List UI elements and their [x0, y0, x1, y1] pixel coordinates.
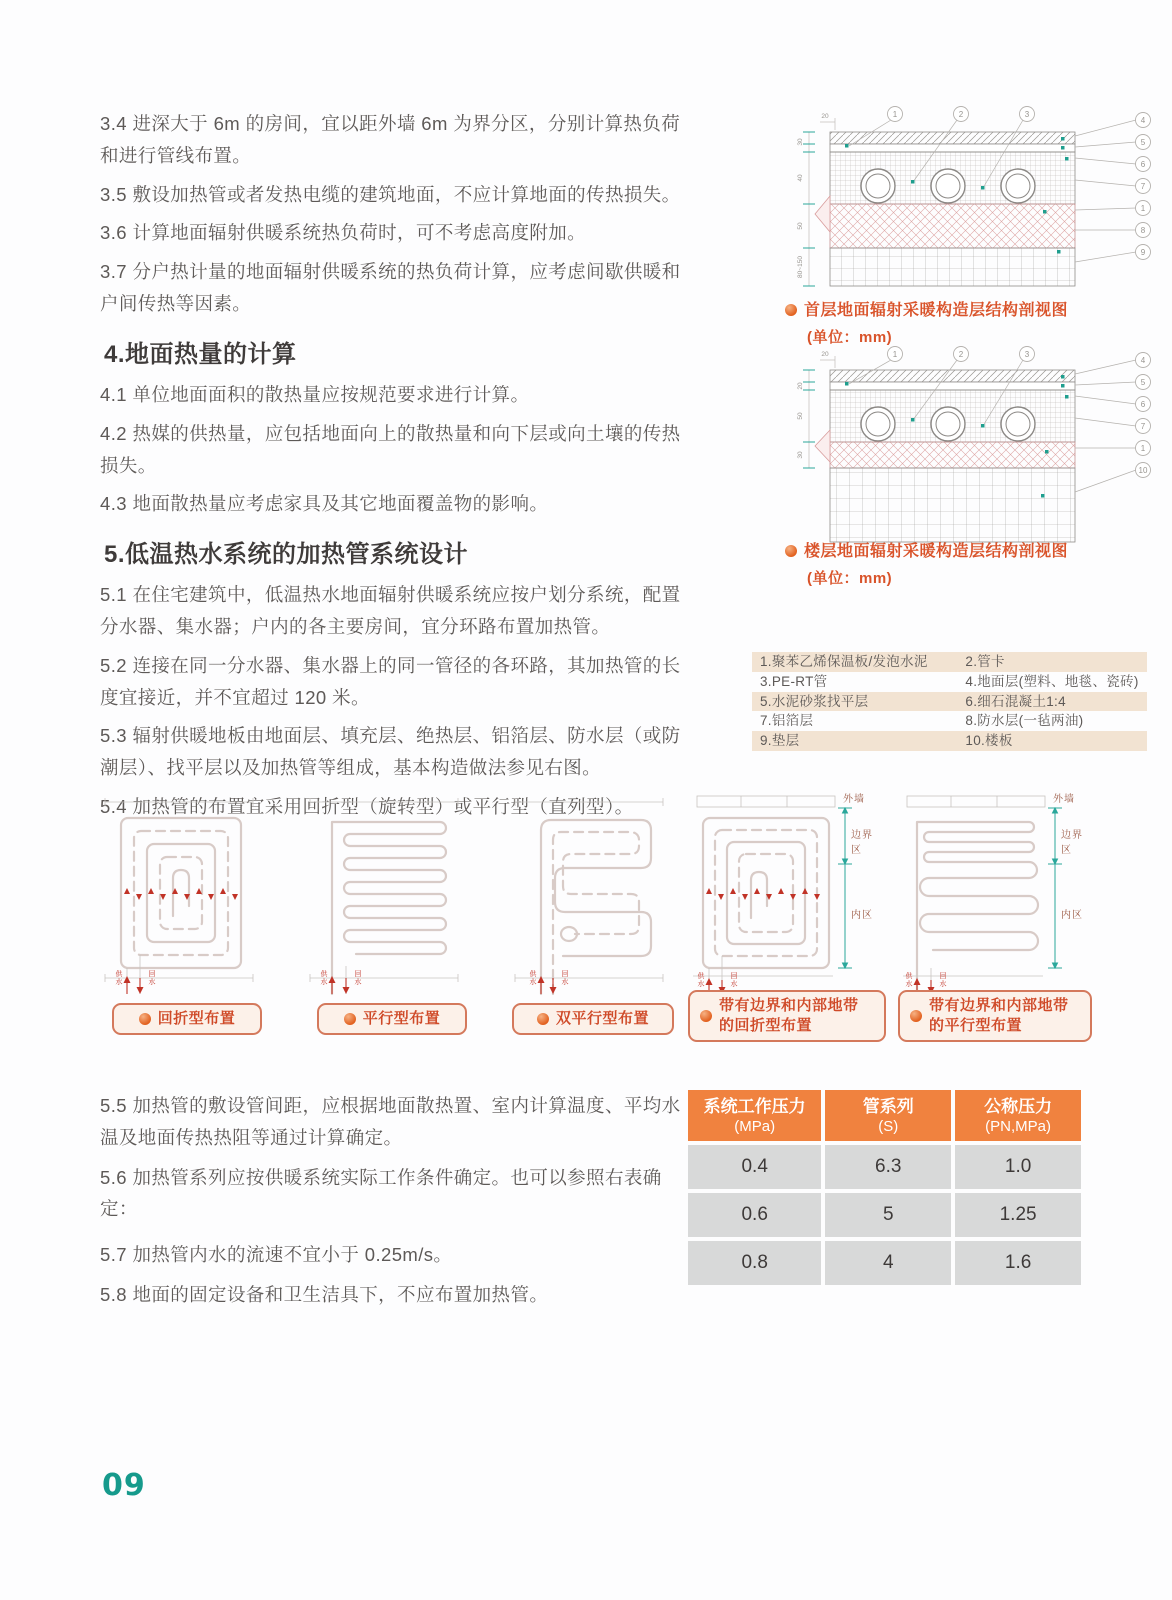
return-label: 回水	[148, 970, 155, 986]
supply-label: 供水	[320, 970, 327, 986]
fig2-callout-right-2: 5	[1140, 378, 1146, 387]
caption-spiral	[112, 1003, 262, 1035]
fig2-container	[745, 342, 1160, 552]
para-3-4: 3.4 进深大于 6m 的房间，宜以距外墙 6m 为界分区，分别计算热负荷和进行管线布置。	[100, 113, 681, 166]
fig2-callout-right-1: 4	[1140, 356, 1146, 365]
para-5-2: 5.2 连接在同一分水器、集水器上的同一管径的各环路，其加热管的长度宜接近，并不宜超过 120 米。	[100, 654, 681, 708]
supply-label: 供水	[115, 970, 122, 986]
fig1-callout-top-2: 2	[958, 110, 964, 119]
fig2-caption-text: 楼层地面辐射采暖构造层结构剖视图	[804, 543, 1069, 560]
fig1-dim-3: 50	[797, 222, 804, 230]
header-line2: (PN,MPa)	[985, 1118, 1051, 1136]
zoned-parallel-diagram	[893, 788, 1089, 1000]
caption-zoned-parallel	[898, 990, 1092, 1042]
bullet-icon	[700, 1010, 712, 1022]
para-4-1: 4.1 单位地面面积的散热量应按规范要求进行计算。	[100, 383, 530, 405]
para-5-7: 5.7 加热管内水的流速不宜小于 0.25m/s。	[100, 1244, 453, 1266]
legend-cell: 1.聚苯乙烯保温板/发泡水泥	[752, 652, 957, 672]
legend-cell: 10.楼板	[957, 731, 1147, 751]
legend-cell: 7.铝箔层	[760, 713, 814, 729]
zoned-spiral-diagram	[683, 788, 879, 1000]
double-parallel-diagram	[505, 788, 673, 1000]
pipe-layout-zoned-parallel	[893, 788, 1089, 1000]
inner-zone-label: 内区	[1061, 910, 1083, 921]
caption-text: 回折型布置	[157, 1009, 236, 1027]
table-cell: 0.6	[688, 1193, 821, 1237]
para-5-6: 5.6 加热管系列应按供暖系统实际工作条件确定。也可以参照右表确定：	[100, 1166, 662, 1220]
table-cell: 1.25	[955, 1193, 1081, 1237]
bullet-icon	[785, 304, 797, 316]
table-cell: 4	[825, 1241, 951, 1285]
caption-line2: 的回折型布置	[719, 1017, 813, 1034]
supply-label: 供水	[905, 972, 912, 988]
legend-cell: 3.PE-RT管	[760, 673, 828, 689]
section-heading-4: 4.地面热量的计算	[104, 340, 297, 368]
bullet-icon	[910, 1010, 922, 1022]
fig1-container	[745, 100, 1160, 297]
fig1-callout-right-7: 9	[1140, 248, 1146, 257]
pressure-table	[688, 1090, 1081, 1285]
para-4-2: 4.2 热媒的供热量，应包括地面向上的散热量和向下层或向土壤的传热损失。	[100, 422, 681, 476]
bullet-icon	[344, 1013, 356, 1025]
fig2-callout-top-1: 1	[892, 350, 898, 359]
caption-zoned-spiral	[688, 990, 886, 1042]
fig2-cross-section-diagram	[745, 342, 1160, 547]
legend-cell: 4.地面层(塑料、地毯、瓷砖)	[965, 673, 1139, 689]
return-label: 回水	[354, 970, 361, 986]
para-5-8: 5.8 地面的固定设备和卫生洁具下，不应布置加热管。	[100, 1284, 549, 1306]
fig2-dim-1: 20	[797, 382, 804, 390]
fig2-callout-top-3: 3	[1024, 350, 1030, 359]
supply-label: 供水	[697, 972, 704, 988]
bullet-icon	[537, 1013, 549, 1025]
fig1-callout-right-3: 6	[1140, 160, 1146, 169]
legend-cell: 8.防水层(一毡两油)	[965, 713, 1084, 729]
inner-zone-label: 内区	[851, 910, 873, 921]
legend-cell: 5.水泥砂浆找平层	[752, 692, 957, 712]
fig1-callout-right-6: 8	[1140, 226, 1146, 235]
header-line1: 管系列	[862, 1097, 914, 1116]
para-3-6: 3.6 计算地面辐射供暖系统热负荷时，可不考虑高度附加。	[100, 222, 587, 244]
pressure-table-header	[825, 1090, 951, 1141]
boundary-zone-label: 边界区	[851, 830, 873, 856]
spiral-diagram	[95, 788, 263, 1000]
table-cell: 1.6	[955, 1241, 1081, 1285]
table-cell: 0.8	[688, 1241, 821, 1285]
fig1-caption-text: 首层地面辐射采暖构造层结构剖视图	[804, 302, 1069, 319]
return-label: 回水	[561, 970, 568, 986]
fig2-caption	[785, 538, 1068, 588]
header-line2: (S)	[878, 1118, 899, 1136]
caption-line2: 的平行型布置	[929, 1017, 1023, 1034]
page-number: 09	[102, 1468, 146, 1503]
section-heading-5: 5.低温热水系统的加热管系统设计	[104, 541, 469, 569]
fig1-caption	[785, 297, 1068, 347]
legend-cell: 9.垫层	[752, 731, 957, 751]
parallel-diagram	[300, 788, 468, 1000]
legend-cell: 2.管卡	[957, 652, 1147, 672]
pressure-table-header	[688, 1090, 821, 1141]
return-label: 回水	[730, 972, 737, 988]
para-5-3: 5.3 辐射供暖地板由地面层、填充层、绝热层、铝箔层、防水层（或防潮层）、找平层以及加热管等组成，基本构造做法参见右图。	[100, 725, 681, 779]
fig1-callout-right-4: 7	[1140, 182, 1146, 191]
para-5-1: 5.1 在住宅建筑中，低温热水地面辐射供暖系统应按户划分系统，配置分水器、集水器；户内的各主要房间，宜分环路布置加热管。	[100, 584, 681, 637]
para-5-5: 5.5 加热管的敷设管间距，应根据地面散热置、室内计算温度、平均水温及地面传热热阻等通过计算确定。	[100, 1095, 681, 1148]
caption-parallel	[317, 1003, 467, 1035]
caption-double-parallel	[512, 1003, 674, 1035]
outer-wall-label: 外墙	[1053, 794, 1075, 805]
pipe-layout-double-parallel	[505, 788, 673, 1000]
fig2-callout-top-2: 2	[958, 350, 964, 359]
header-line2: (MPa)	[734, 1118, 776, 1136]
body-text-column	[100, 108, 685, 830]
bullet-icon	[785, 545, 797, 557]
table-cell: 1.0	[955, 1145, 1081, 1189]
fig1-callout-top-3: 3	[1024, 110, 1030, 119]
fig2-callout-right-4: 7	[1140, 422, 1146, 431]
fig1-dim-top: 20	[821, 113, 829, 120]
pipe-layout-spiral	[95, 788, 263, 1000]
fig1-callout-top-1: 1	[892, 110, 898, 119]
table-cell: 6.3	[825, 1145, 951, 1189]
boundary-zone-label: 边界区	[1061, 830, 1083, 856]
fig2-dim-2: 50	[797, 412, 804, 420]
para-3-7: 3.7 分户热计量的地面辐射供暖系统的热负荷计算，应考虑间歇供暖和户间传热等因素。	[100, 261, 681, 315]
caption-text: 平行型布置	[362, 1009, 441, 1027]
header-line1: 公称压力	[984, 1097, 1053, 1116]
return-label: 回水	[939, 972, 946, 988]
para-3-5: 3.5 敷设加热管或者发热电缆的建筑地面，不应计算地面的传热损失。	[100, 183, 681, 205]
fig1-callout-right-2: 5	[1140, 138, 1146, 147]
caption-text: 双平行型布置	[555, 1009, 649, 1027]
caption-line1: 带有边界和内部地带	[929, 996, 1069, 1014]
outer-wall-label: 外墙	[843, 794, 865, 805]
layer-legend-table	[752, 652, 1147, 751]
fig2-dim-3: 30	[797, 451, 804, 459]
supply-label: 供水	[529, 970, 536, 986]
fig2-callout-right-5: 1	[1140, 444, 1146, 453]
fig2-callout-right-6: 10	[1138, 466, 1148, 475]
fig1-dim-4: 80~150	[797, 256, 804, 278]
bullet-icon	[139, 1013, 151, 1025]
fig2-dim-top: 20	[821, 351, 829, 358]
pressure-table-header	[955, 1090, 1081, 1141]
fig1-dim-1: 30	[797, 138, 804, 146]
table-cell: 5	[825, 1193, 951, 1237]
pipe-layout-parallel	[300, 788, 468, 1000]
fig1-callout-right-1: 4	[1140, 116, 1146, 125]
fig1-callout-right-5: 1	[1140, 204, 1146, 213]
pipe-layout-zoned-spiral	[683, 788, 879, 1000]
para-5-4: 5.4 加热管的布置宜采用回折型（旋转型）或平行型（直列型）。	[100, 796, 634, 817]
body-text-column-bottom	[100, 1090, 690, 1319]
fig1-unit: (单位：mm)	[807, 329, 893, 346]
table-cell: 0.4	[688, 1145, 821, 1189]
fig2-callout-right-3: 6	[1140, 400, 1146, 409]
para-4-3: 4.3 地面散热量应考虑家具及其它地面覆盖物的影响。	[100, 493, 549, 515]
header-line1: 系统工作压力	[703, 1097, 806, 1116]
fig1-dim-2: 40	[797, 174, 804, 182]
caption-line1: 带有边界和内部地带	[719, 996, 859, 1014]
legend-cell: 6.细石混凝土1:4	[957, 692, 1147, 712]
fig2-unit: (单位：mm)	[807, 570, 893, 587]
fig1-cross-section-diagram	[745, 100, 1160, 292]
